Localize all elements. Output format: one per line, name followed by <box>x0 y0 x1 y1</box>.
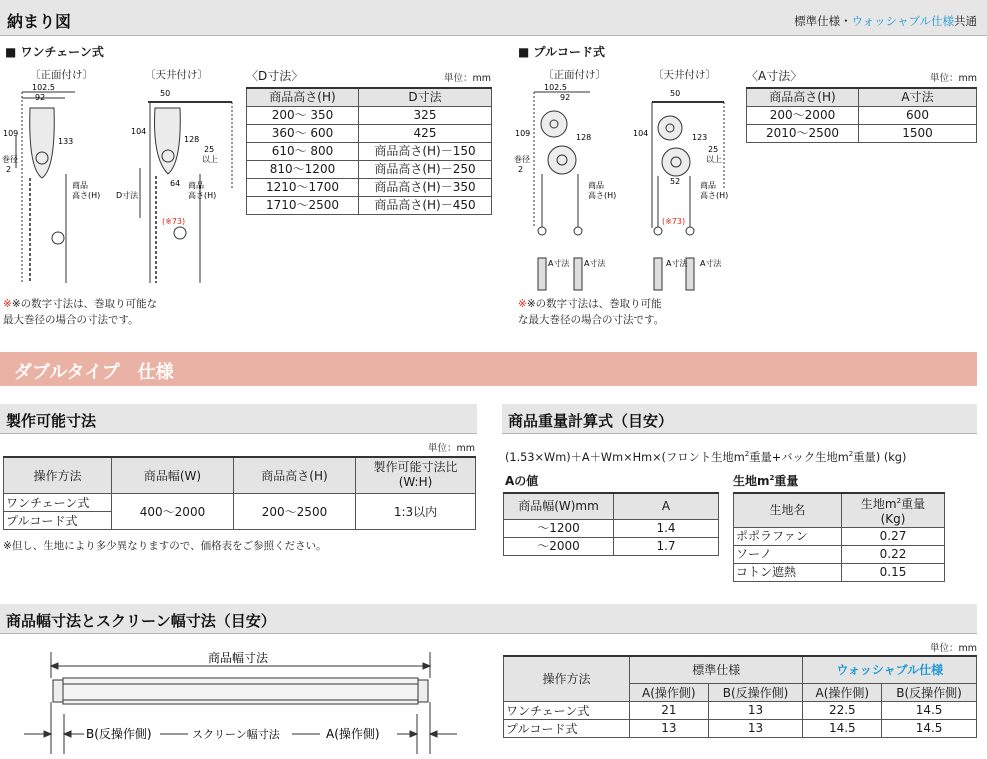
chain-dim-128: 128 <box>184 135 200 144</box>
screen-section-band <box>0 604 977 634</box>
chain-note-line-1: ※※の数字寸法は、巻取り可能な <box>3 298 158 310</box>
a-side-label: A(操作側) <box>326 727 380 741</box>
chain-front-drawing <box>16 92 75 283</box>
pc-dim-shohin: 商品 <box>588 181 604 190</box>
size-unit: 単位：mm <box>428 443 476 454</box>
fabric-header-weight: 生地$m^2$重量 (Kg) <box>842 493 945 528</box>
table-row: 1210〜1700 商品高さ(H)－350 <box>247 179 492 197</box>
table-row: ポポラファン 0.27 <box>734 528 945 546</box>
size-width-value: 400〜2000 <box>112 493 234 529</box>
header-right-note <box>794 13 977 29</box>
pc-dim-a1: A寸法 <box>548 259 570 268</box>
chain-ceiling-drawing <box>140 102 232 283</box>
size-ratio-value: 1:3以内 <box>356 493 476 529</box>
d-table <box>246 87 492 215</box>
table-row: 1710〜2500 商品高さ(H)－450 <box>247 197 492 215</box>
pullcord-diagram <box>512 78 744 293</box>
a-table-header-a: A寸法 <box>859 88 977 107</box>
double-type-title: ダブルタイプ 仕様 <box>14 362 174 383</box>
chain-diagram <box>0 78 240 293</box>
weight-section-band <box>502 404 977 434</box>
fabric-table <box>733 492 945 582</box>
d-table-header-d: D寸法 <box>359 88 492 107</box>
chain-dim-2: 2 <box>6 165 12 174</box>
weight-section-title: 商品重量計算式（目安） <box>508 412 674 430</box>
a-table <box>746 87 977 143</box>
d-table-header-height: 商品高さ(H) <box>247 88 359 107</box>
header-washable: ウォッシャブル仕様 <box>851 14 954 28</box>
fabric-header-name: 生地名 <box>734 493 842 528</box>
pc-dim-25: 25 <box>708 145 719 154</box>
chain-dim-height: 高さ(H) <box>72 191 101 200</box>
pc-dim-128: 128 <box>576 133 592 142</box>
size-height-value: 200〜2500 <box>234 493 356 529</box>
size-table <box>3 456 476 530</box>
chain-dim-64: 64 <box>170 179 181 188</box>
chain-dim-109: 109 <box>3 129 19 138</box>
chain-ceiling-label: 〔天井付け〕 <box>145 69 208 81</box>
pullcord-note-line-1: ※※の数字寸法は、巻取り可能 <box>518 298 662 310</box>
chain-dim-25: 25 <box>204 145 215 154</box>
chain-dim-ijou: 以上 <box>202 155 218 164</box>
table-row: 200〜2000 600 <box>747 107 977 125</box>
screen-sub-a2: A(操作側) <box>803 683 882 701</box>
a-value-header-a: A <box>614 493 719 519</box>
size-section-title: 製作可能寸法 <box>6 412 97 430</box>
chain-note-line-2: 最大巻径の場合の寸法です。 <box>3 314 139 326</box>
chain-dim-50: 50 <box>160 89 171 98</box>
size-method-chain: ワンチェーン式 <box>4 493 112 511</box>
b-side-label: B(反操作側) <box>86 727 152 741</box>
table-row: ワンチェーン式 21 13 22.5 14.5 <box>504 701 977 719</box>
screen-sub-b2: B(反操作側) <box>882 683 977 701</box>
screen-unit: 単位：mm <box>930 643 978 654</box>
pullcord-ceiling-label: 〔天井付け〕 <box>653 69 716 81</box>
pc-dim-123: 123 <box>692 133 708 142</box>
pc-dim-a4: A寸法 <box>700 259 722 268</box>
table-row: 〜2000 1.7 <box>504 537 719 555</box>
d-table-unit: 単位：mm <box>444 73 492 84</box>
pullcord-front-label: 〔正面付け〕 <box>543 69 606 81</box>
screen-sub-a1: A(操作側) <box>630 683 709 701</box>
screen-header-washable: ウォッシャブル仕様 <box>803 656 977 683</box>
table-row: コトン遮熱 0.15 <box>734 564 945 582</box>
header-suffix: 共通 <box>954 14 977 28</box>
pc-dim-92: 92 <box>560 93 571 102</box>
pc-dim-50: 50 <box>670 89 681 98</box>
chain-heading: ■ ワンチェーン式 <box>5 45 104 59</box>
pc-dim-2: 2 <box>518 165 524 174</box>
pc-dim-ijou: 以上 <box>706 155 722 164</box>
table-row: 2010〜2500 1500 <box>747 125 977 143</box>
page-title: 納まり図 <box>7 12 72 31</box>
a-table-unit: 単位：mm <box>930 73 978 84</box>
a-value-header-width: 商品幅(W)mm <box>504 493 614 519</box>
table-row: 〜1200 1.4 <box>504 519 719 537</box>
table-row: ソーノ 0.22 <box>734 546 945 564</box>
screen-sub-b1: B(反操作側) <box>708 683 803 701</box>
chain-note <box>3 296 157 328</box>
a-value-caption: Aの値 <box>505 474 539 488</box>
size-header-method: 操作方法 <box>4 457 112 493</box>
screen-width-diagram <box>20 642 465 756</box>
pc-dim-109: 109 <box>515 129 531 138</box>
a-value-table <box>503 492 719 556</box>
chain-dim-height2: 高さ(H) <box>188 191 217 200</box>
fabric-caption: 生地$m^2$重量 <box>733 474 799 488</box>
a-table-caption: 〈A寸法〉 <box>746 69 803 83</box>
weight-formula: (1.53×Wm)＋A＋Wm×Hm×(フロント生地$m^2$重量+バック生地$m^2$重量) (kg) <box>505 450 907 464</box>
a-table-header-height: 商品高さ(H) <box>747 88 859 107</box>
pc-dim-104: 104 <box>633 129 649 138</box>
pullcord-note-line-2: な最大巻径の場合の寸法です。 <box>518 314 665 326</box>
pc-dim-1025: 102.5 <box>544 83 567 92</box>
pullcord-heading: ■ プルコード式 <box>518 45 606 59</box>
size-method-pullcord: プルコード式 <box>4 511 112 529</box>
screen-header-method: 操作方法 <box>504 656 630 701</box>
d-table-caption: 〈D寸法〉 <box>246 69 304 83</box>
pc-dim-shohin2: 商品 <box>700 181 716 190</box>
table-row: 360〜 600 425 <box>247 125 492 143</box>
chain-dim-1025: 102.5 <box>32 83 55 92</box>
screen-section-title: 商品幅寸法とスクリーン幅寸法（目安） <box>6 612 276 630</box>
size-section-band <box>0 404 477 434</box>
chain-dim-133: 133 <box>58 137 74 146</box>
size-header-height: 商品高さ(H) <box>234 457 356 493</box>
pc-dim-height2: 高さ(H) <box>700 191 729 200</box>
chain-dim-makikei: 巻径 <box>2 155 18 164</box>
table-row: プルコード式 13 13 14.5 14.5 <box>504 719 977 737</box>
screen-header-standard: 標準仕様 <box>630 656 803 683</box>
size-note: ※但し、生地により多少異なりますので、価格表をご参照ください。 <box>3 540 327 552</box>
table-row: 610〜 800 商品高さ(H)－150 <box>247 143 492 161</box>
chain-dim-104: 104 <box>131 127 147 136</box>
size-header-width: 商品幅(W) <box>112 457 234 493</box>
pullcord-note <box>518 296 664 328</box>
chain-dim-shohin2: 商品 <box>188 181 204 190</box>
chain-dim-92: 92 <box>35 93 46 102</box>
pc-dim-height: 高さ(H) <box>588 191 617 200</box>
double-type-band <box>0 352 977 386</box>
pc-dim-makikei: 巻径 <box>514 155 530 164</box>
table-row: 200〜 350 325 <box>247 107 492 125</box>
pc-dim-a3: A寸法 <box>666 259 688 268</box>
header-prefix: 標準仕様・ <box>794 14 852 28</box>
chain-dim-shohin: 商品 <box>72 181 88 190</box>
pc-dim-a2: A寸法 <box>584 259 606 268</box>
pc-dim-52: 52 <box>670 177 681 186</box>
screen-table <box>503 655 977 738</box>
table-row <box>4 493 476 511</box>
size-header-ratio: 製作可能寸法比 (W:H) <box>356 457 476 493</box>
chain-dim-d: D寸法 <box>116 191 139 200</box>
screen-width-label: スクリーン幅寸法 <box>192 728 280 741</box>
table-row: 810〜1200 商品高さ(H)－250 <box>247 161 492 179</box>
pc-dim-73: (※73) <box>662 217 686 226</box>
product-width-label: 商品幅寸法 <box>208 651 269 665</box>
chain-front-label: 〔正面付け〕 <box>30 69 93 81</box>
chain-dim-73: (※73) <box>162 217 186 226</box>
header-band <box>0 0 987 36</box>
